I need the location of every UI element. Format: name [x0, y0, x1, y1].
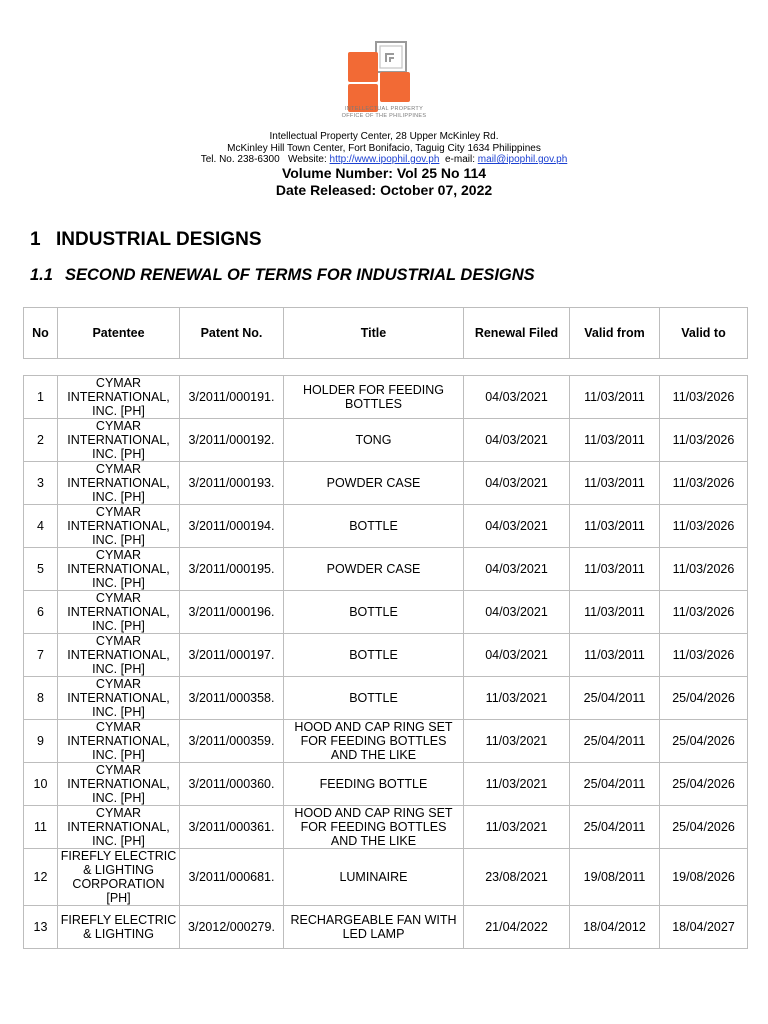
cell-renewal-filed: 11/03/2021 — [464, 720, 570, 763]
table-row — [24, 849, 748, 906]
cell-valid-from: 11/03/2011 — [570, 634, 660, 677]
contact-line — [0, 154, 768, 166]
table-row — [24, 462, 748, 505]
cell-valid-to: 19/08/2026 — [660, 849, 748, 906]
cell-valid-to: 25/04/2026 — [660, 763, 748, 806]
cell-title: BOTTLE — [284, 634, 464, 677]
col-renewal-filed: Renewal Filed — [464, 308, 570, 359]
cell-renewal-filed: 23/08/2021 — [464, 849, 570, 906]
cell-no: 2 — [24, 419, 58, 462]
cell-valid-from: 11/03/2011 — [570, 376, 660, 419]
table-row — [24, 720, 748, 763]
logo-caption-line1: INTELLECTUAL PROPERTY — [344, 106, 424, 112]
cell-patent-no: 3/2011/000358. — [180, 677, 284, 720]
cell-no: 5 — [24, 548, 58, 591]
website-label: Website: — [288, 154, 327, 165]
cell-title: LUMINAIRE — [284, 849, 464, 906]
cell-patentee: CYMAR INTERNATIONAL, INC. [PH] — [58, 419, 180, 462]
cell-no: 1 — [24, 376, 58, 419]
cell-title: BOTTLE — [284, 591, 464, 634]
cell-valid-to: 11/03/2026 — [660, 462, 748, 505]
address-line1: Intellectual Property Center, 28 Upper McKinley Rd. — [269, 131, 499, 142]
cell-patent-no: 3/2011/000359. — [180, 720, 284, 763]
subsection-number: 1.1 — [30, 266, 53, 284]
cell-patentee: CYMAR INTERNATIONAL, INC. [PH] — [58, 591, 180, 634]
cell-renewal-filed: 11/03/2021 — [464, 763, 570, 806]
cell-valid-from: 11/03/2011 — [570, 505, 660, 548]
cell-patentee: FIREFLY ELECTRIC & LIGHTING — [58, 906, 180, 949]
cell-title: BOTTLE — [284, 505, 464, 548]
cell-patent-no: 3/2011/000360. — [180, 763, 284, 806]
cell-patentee: CYMAR INTERNATIONAL, INC. [PH] — [58, 677, 180, 720]
cell-valid-to: 25/04/2026 — [660, 677, 748, 720]
col-valid-from: Valid from — [570, 308, 660, 359]
logo-orange-square-3 — [380, 72, 410, 102]
cell-patentee: CYMAR INTERNATIONAL, INC. [PH] — [58, 763, 180, 806]
cell-valid-from: 25/04/2011 — [570, 720, 660, 763]
section-heading — [30, 229, 262, 251]
cell-renewal-filed: 04/03/2021 — [464, 634, 570, 677]
cell-no: 8 — [24, 677, 58, 720]
cell-valid-from: 25/04/2011 — [570, 763, 660, 806]
cell-patentee: CYMAR INTERNATIONAL, INC. [PH] — [58, 806, 180, 849]
section-title: INDUSTRIAL DESIGNS — [56, 229, 262, 250]
cell-patent-no: 3/2011/000194. — [180, 505, 284, 548]
cell-no: 4 — [24, 505, 58, 548]
cell-valid-from: 11/03/2011 — [570, 591, 660, 634]
cell-patent-no: 3/2011/000191. — [180, 376, 284, 419]
cell-renewal-filed: 21/04/2022 — [464, 906, 570, 949]
cell-valid-to: 18/04/2027 — [660, 906, 748, 949]
table-row — [24, 906, 748, 949]
table-row — [24, 548, 748, 591]
cell-valid-from: 18/04/2012 — [570, 906, 660, 949]
cell-patent-no: 3/2011/000361. — [180, 806, 284, 849]
cell-patentee: CYMAR INTERNATIONAL, INC. [PH] — [58, 376, 180, 419]
cell-no: 12 — [24, 849, 58, 906]
volume-number: Volume Number: Vol 25 No 114 — [281, 165, 487, 181]
cell-no: 10 — [24, 763, 58, 806]
cell-patent-no: 3/2011/000192. — [180, 419, 284, 462]
office-address — [0, 131, 768, 166]
col-patent-no: Patent No. — [180, 308, 284, 359]
cell-title: POWDER CASE — [284, 462, 464, 505]
logo-orange-square-1 — [348, 52, 378, 82]
date-released: Date Released: October 07, 2022 — [275, 182, 493, 198]
subsection-title: SECOND RENEWAL OF TERMS FOR INDUSTRIAL DESIGNS — [65, 266, 535, 284]
table-row — [24, 806, 748, 849]
cell-patent-no: 3/2011/000193. — [180, 462, 284, 505]
cell-renewal-filed: 04/03/2021 — [464, 591, 570, 634]
cell-valid-to: 25/04/2026 — [660, 806, 748, 849]
cell-patentee: CYMAR INTERNATIONAL, INC. [PH] — [58, 505, 180, 548]
cell-renewal-filed: 04/03/2021 — [464, 462, 570, 505]
cell-patent-no: 3/2011/000681. — [180, 849, 284, 906]
logo-caption-line2: OFFICE OF THE PHILIPPINES — [341, 113, 427, 119]
cell-title: BOTTLE — [284, 677, 464, 720]
subsection-heading — [30, 266, 535, 285]
cell-valid-from: 25/04/2011 — [570, 806, 660, 849]
address-line2: McKinley Hill Town Center, Fort Bonifacio, Taguig City 1634 Philippines — [227, 142, 541, 154]
table-row — [24, 505, 748, 548]
cell-title: RECHARGEABLE FAN WITH LED LAMP — [284, 906, 464, 949]
cell-patentee: CYMAR INTERNATIONAL, INC. [PH] — [58, 462, 180, 505]
issue-info — [0, 165, 768, 199]
cell-no: 9 — [24, 720, 58, 763]
section-number: 1 — [30, 229, 41, 250]
cell-valid-to: 11/03/2026 — [660, 591, 748, 634]
cell-valid-from: 11/03/2011 — [570, 419, 660, 462]
cell-renewal-filed: 04/03/2021 — [464, 376, 570, 419]
cell-no: 11 — [24, 806, 58, 849]
cell-patent-no: 3/2012/000279. — [180, 906, 284, 949]
cell-title: POWDER CASE — [284, 548, 464, 591]
cell-valid-to: 11/03/2026 — [660, 505, 748, 548]
cell-patent-no: 3/2011/000197. — [180, 634, 284, 677]
cell-no: 7 — [24, 634, 58, 677]
cell-renewal-filed: 04/03/2021 — [464, 505, 570, 548]
cell-valid-from: 11/03/2011 — [570, 548, 660, 591]
col-patentee: Patentee — [58, 308, 180, 359]
cell-valid-from: 11/03/2011 — [570, 462, 660, 505]
cell-valid-from: 25/04/2011 — [570, 677, 660, 720]
table-row — [24, 677, 748, 720]
email-link[interactable]: mail@ipophil.gov.ph — [477, 154, 568, 165]
cell-renewal-filed: 04/03/2021 — [464, 548, 570, 591]
table-row — [24, 376, 748, 419]
cell-title: TONG — [284, 419, 464, 462]
cell-patent-no: 3/2011/000195. — [180, 548, 284, 591]
website-link[interactable]: http://www.ipophil.gov.ph — [329, 154, 440, 165]
logo-caption — [300, 106, 468, 120]
cell-valid-to: 25/04/2026 — [660, 720, 748, 763]
cell-no: 6 — [24, 591, 58, 634]
cell-title: FEEDING BOTTLE — [284, 763, 464, 806]
cell-patent-no: 3/2011/000196. — [180, 591, 284, 634]
table-row — [24, 419, 748, 462]
col-valid-to: Valid to — [660, 308, 748, 359]
cell-title: HOOD AND CAP RING SET FOR FEEDING BOTTLES AND THE LIKE — [284, 806, 464, 849]
table-header — [23, 307, 748, 359]
cell-valid-to: 11/03/2026 — [660, 634, 748, 677]
cell-no: 3 — [24, 462, 58, 505]
cell-valid-to: 11/03/2026 — [660, 419, 748, 462]
cell-valid-from: 19/08/2011 — [570, 849, 660, 906]
email-label: e-mail: — [445, 154, 476, 165]
table-row — [24, 763, 748, 806]
cell-patentee: CYMAR INTERNATIONAL, INC. [PH] — [58, 720, 180, 763]
cell-renewal-filed: 11/03/2021 — [464, 806, 570, 849]
cell-title: HOLDER FOR FEEDING BOTTLES — [284, 376, 464, 419]
col-title: Title — [284, 308, 464, 359]
table-row — [24, 591, 748, 634]
cell-title: HOOD AND CAP RING SET FOR FEEDING BOTTLES AND THE LIKE — [284, 720, 464, 763]
telephone: Tel. No. 238-6300 — [200, 154, 280, 165]
cell-renewal-filed: 11/03/2021 — [464, 677, 570, 720]
cell-no: 13 — [24, 906, 58, 949]
col-no: No — [24, 308, 58, 359]
cell-patentee: CYMAR INTERNATIONAL, INC. [PH] — [58, 634, 180, 677]
cell-renewal-filed: 04/03/2021 — [464, 419, 570, 462]
table-row — [24, 634, 748, 677]
cell-valid-to: 11/03/2026 — [660, 548, 748, 591]
renewals-table — [23, 375, 748, 949]
cell-valid-to: 11/03/2026 — [660, 376, 748, 419]
cell-patentee: CYMAR INTERNATIONAL, INC. [PH] — [58, 548, 180, 591]
cell-patentee: FIREFLY ELECTRIC & LIGHTING CORPORATION [PH] — [58, 849, 180, 906]
